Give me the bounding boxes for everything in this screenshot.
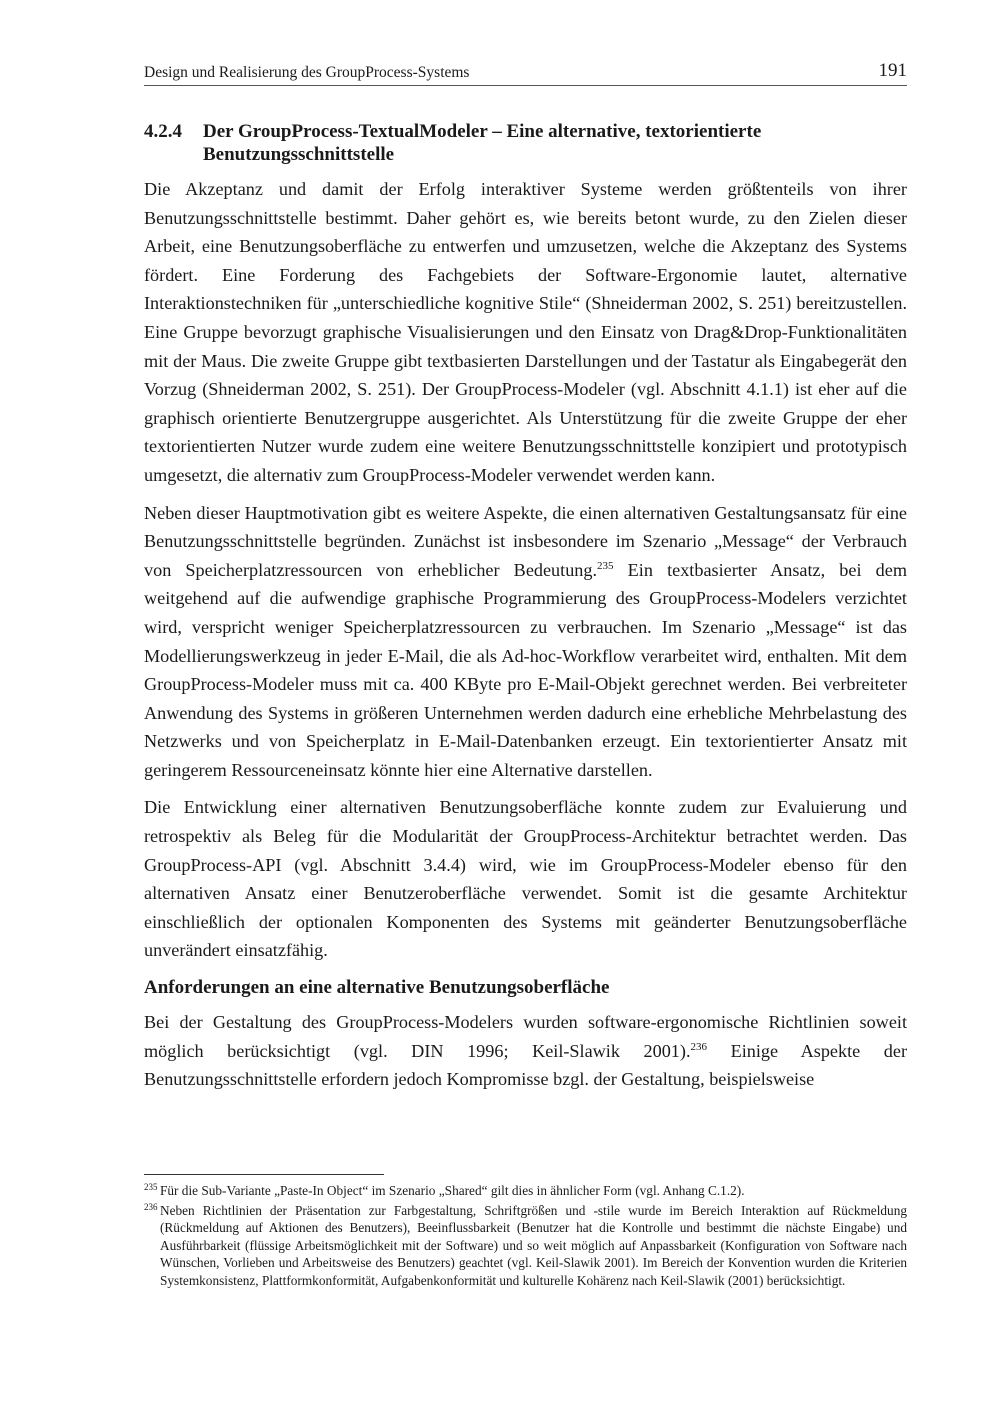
footnote-ref-235[interactable]: 235 (597, 559, 614, 572)
paragraph-2 (144, 499, 907, 785)
page-number: 191 (878, 60, 907, 81)
paragraph-4-part-a: Bei der Gestaltung des GroupProcess-Modelers wurden software-ergonomische Richtlinien soweit möglich berücksichtigt (vgl. DIN 1996; Keil-Slawik 2001). (144, 1012, 907, 1061)
paragraph-4-part-b: Einige Aspekte der Benutzungsschnittstelle erfordern jedoch Kompromisse bzgl. der Gestaltung, beispielsweise (144, 1040, 908, 1090)
footnote-236 (144, 1202, 907, 1290)
paragraph-1: Die Akzeptanz und damit der Erfolg interaktiver Systeme werden größtenteils von ihrer Benutzungsschnittstelle bestimmt. Daher gehört es, wie bereits betont wurde, zu den Zielen dieser Arbeit, eine Benutzungsoberfläche zu entwerfen und umzusetzen, welche die Akzeptanz des Systems fördert. Eine Forderung des Fachgebiets der Software-Ergonomie lautet, alternative Interaktionstechniken für „unterschiedliche kognitive Stile“ (Shneiderman 2002, S. 251) bereitzustellen. Eine Gruppe bevorzugt graphische Visualisierungen und den Einsatz von Drag&Drop-Funktionalitäten mit der Maus. Die zweite Gruppe gibt textbasierten Darstellungen und der Tastatur als Eingabegerät den Vorzug (Shneiderman 2002, S. 251). Der GroupProcess-Modeler (vgl. Abschnitt 4.1.1) ist eher auf die graphisch orientierte Benutzergruppe ausgerichtet. Als Unterstützung für die zweite Gruppe der eher textorientierten Nutzer wurde zudem eine weitere Benutzungsschnittstelle konzipiert und prototypisch umgesetzt, die alternativ zum GroupProcess-Modeler verwendet werden kann. (144, 179, 907, 485)
page-body (144, 58, 907, 1094)
paragraph-2-part-a: Neben dieser Hauptmotivation gibt es weitere Aspekte, die einen alternativen Gestaltungsansatz für eine Benutzungsschnittstelle begründen. Zunächst ist insbesondere im Szenario „Message“ der Verbrauch von Speicherplatzressourcen von erheblicher Bedeutung. (144, 502, 907, 580)
section-title: Der GroupProcess-TextualModeler – Eine alternative, textorientierte Benutzungsschnittstelle (203, 121, 762, 165)
footnote-divider (144, 1174, 384, 1175)
footnote-235 (144, 1182, 907, 1200)
section-heading (144, 120, 907, 166)
running-header (144, 58, 907, 86)
paragraph-2-part-b: Ein textbasierter Ansatz, bei dem weitgehend auf die aufwendige graphische Programmierung des GroupProcess-Modelers verzichtet wird, verspricht weniger Speicherplatzressourcen zu verbrauchen. Im Szenario „Message“ ist das Modellierungswerkzeug in jeder E-Mail, die als Ad-hoc-Workflow verarbeitet wird, enthalten. Mit dem GroupProcess-Modeler muss mit ca. 400 KByte pro E-Mail-Objekt gerechnet werden. Bei verbreiteter Anwendung des Systems in größeren Unternehmen werden dadurch eine erhebliche Mehrbelastung des Netzwerks und von Speicherplatz in E-Mail-Datenbanken erzeugt. Ein textorientierter Ansatz mit geringerem Ressourceneinsatz könnte hier eine Alternative darstellen. (144, 559, 907, 780)
footnote-ref-236[interactable]: 236 (690, 1040, 708, 1053)
section-number: 4.2.4 (144, 121, 182, 142)
footnote-text: Für die Sub-Variante „Paste-In Object“ im Szenario „Shared“ gilt dies in ähnlicher Form (vgl. Anhang C.1.2). (160, 1183, 745, 1198)
subheading: Anforderungen an eine alternative Benutzungsoberfläche (144, 977, 610, 999)
footnotes (144, 1182, 907, 1292)
paragraph-4 (144, 1008, 907, 1094)
footnote-mark: 236 (144, 1201, 158, 1212)
paragraph-3: Die Entwicklung einer alternativen Benutzungsoberfläche konnte zudem zur Evaluierung und retrospektiv als Beleg für die Modularität der GroupProcess-Architektur betrachtet werden. Das GroupProcess-API (vgl. Abschnitt 3.4.4) wird, wie im GroupProcess-Modeler ebenso für den alternativen Ansatz einer Benutzeroberfläche verwendet. Somit ist die gesamte Architektur einschließlich der optionalen Komponenten des Systems mit geänderter Benutzungsoberfläche unverändert einsatzfähig. (144, 797, 907, 961)
footnote-text: Neben Richtlinien der Präsentation zur Farbgestaltung, Schriftgrößen und -stile wurde im Bereich Interaktion auf Rückmeldung (Rückmeldung auf Aktionen des Benutzers), Beeinflussbarkeit (Benutzer hat die Kontrolle und bestimmt die nächste Eingabe) und Ausführbarkeit (flüssige Arbeitsmöglichkeit mit der Software) und so weit möglich auf Anpassbarkeit (Konfiguration von Software nach Wünschen, Vorlieben und Arbeitsweise des Benutzers) geachtet (vgl. Keil-Slawik 2001). Im Bereich der Konvention wurden die Kriterien Systemkonsistenz, Plattformkonformität, Aufgabenkonformität und kulturelle Kohärenz nach Keil-Slawik (2001) berücksichtigt. (160, 1202, 907, 1288)
running-title: Design und Realisierung des GroupProcess-Systems (144, 64, 470, 81)
footnote-mark: 235 (144, 1182, 158, 1192)
